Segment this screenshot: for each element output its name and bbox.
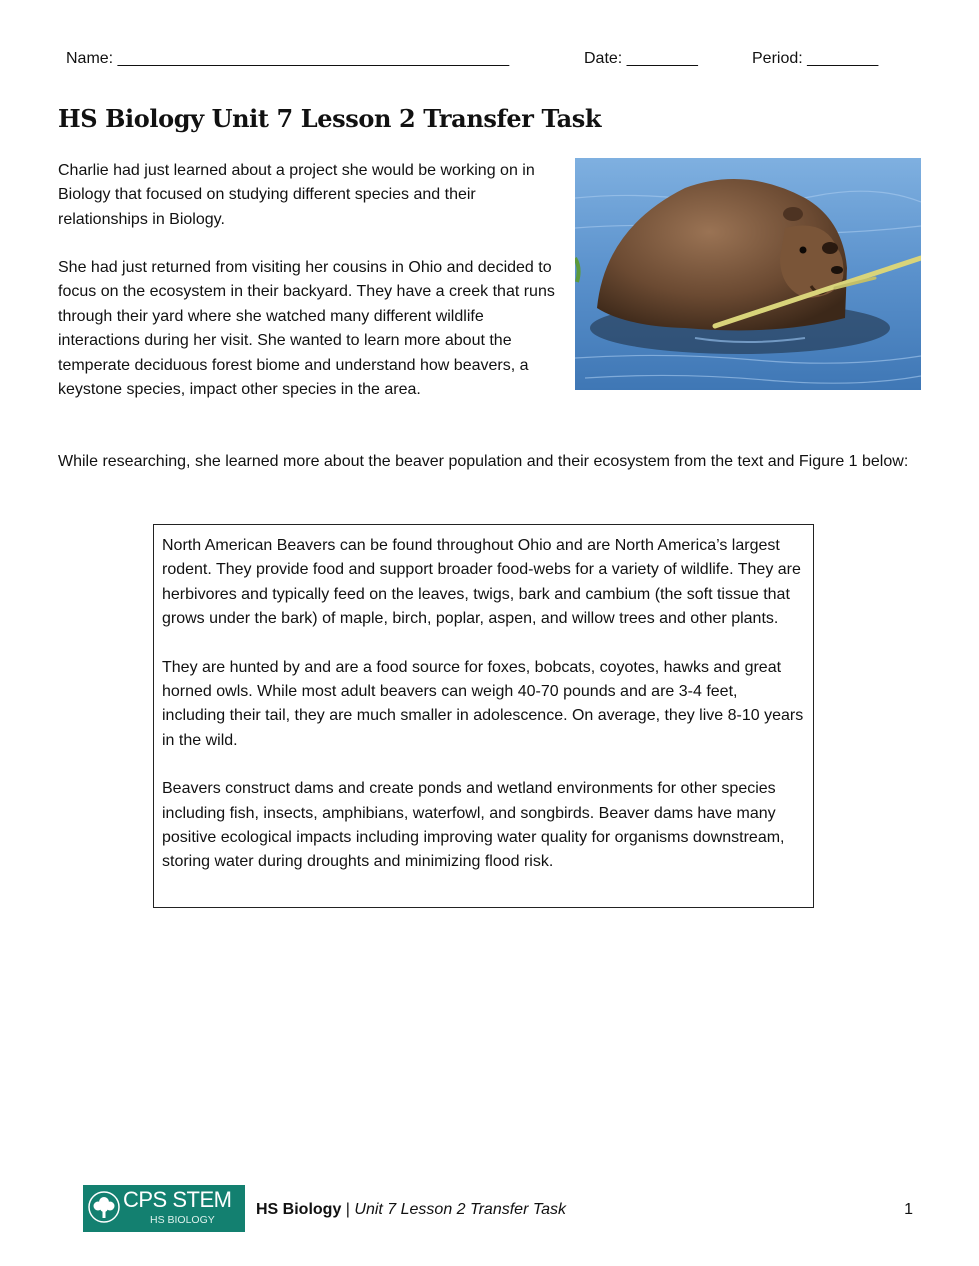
footer-course: HS Biology [256,1201,342,1218]
intro-paragraph-2: She had just returned from visiting her cousins in Ohio and decided to focus on the ecosystem in their backyard. They have a creek that runs through their yard where she watched many different wildlife interactions during her visit. She wanted to learn more about the temperate deciduous forest biome and understand how beavers, a keystone species, impact other species in the area. [58,259,555,399]
info-paragraph-3: Beavers construct dams and create ponds and wetland environments for other species including fish, insects, amphibians, waterfowl, and songbirds. Beaver dams have many positive ecological impacts including improving water quality for organisms downstream, storing water during droughts and minimizing flood risk. [162,780,785,871]
footer-lesson: Unit 7 Lesson 2 Transfer Task [354,1201,567,1218]
date-field[interactable]: Date: ________ [584,50,698,67]
info-paragraph-2: They are hunted by and are a food source for foxes, bobcats, coyotes, hawks and great horned owls. While most adult beavers can weigh 40-70 pounds and are 3-4 feet, including their tail, they are much smaller in adolescence. On average, they live 8-10 years in the wild. [162,658,804,749]
intro-paragraph-3: While researching, she learned more about the beaver population and their ecosystem from the text and Figure 1 below: [58,453,909,470]
figure-1-text-box [153,524,814,908]
beaver-photo [575,158,921,390]
info-paragraph-1: North American Beavers can be found throughout Ohio and are North America’s largest rodent. They provide food and support broader food-webs for a variety of wildlife. They are herbivores and typically feed on the leaves, twigs, bark and cambium (the soft tissue that grows under the bark) of maple, birch, poplar, aspen, and willow trees and other plants. [162,537,801,628]
period-field[interactable]: Period: ________ [752,50,879,67]
cps-stem-logo [83,1185,245,1232]
page-number: 1 [904,1201,913,1218]
page-footer [83,1185,913,1233]
logo-title: CPS STEM [123,1187,232,1212]
student-info-header [66,50,896,74]
page-title: HS Biology Unit 7 Lesson 2 Transfer Task [58,104,602,133]
tree-icon [88,1191,120,1225]
intro-paragraph-1: Charlie had just learned about a project she would be working on in Biology that focused on studying different species and their relationships in Biology. [58,162,535,228]
logo-subtitle: HS BIOLOGY [150,1214,215,1226]
footer-course-line [256,1201,566,1219]
footer-separator: | [341,1201,355,1218]
name-field[interactable]: Name: ____________________________________________ [66,50,510,67]
